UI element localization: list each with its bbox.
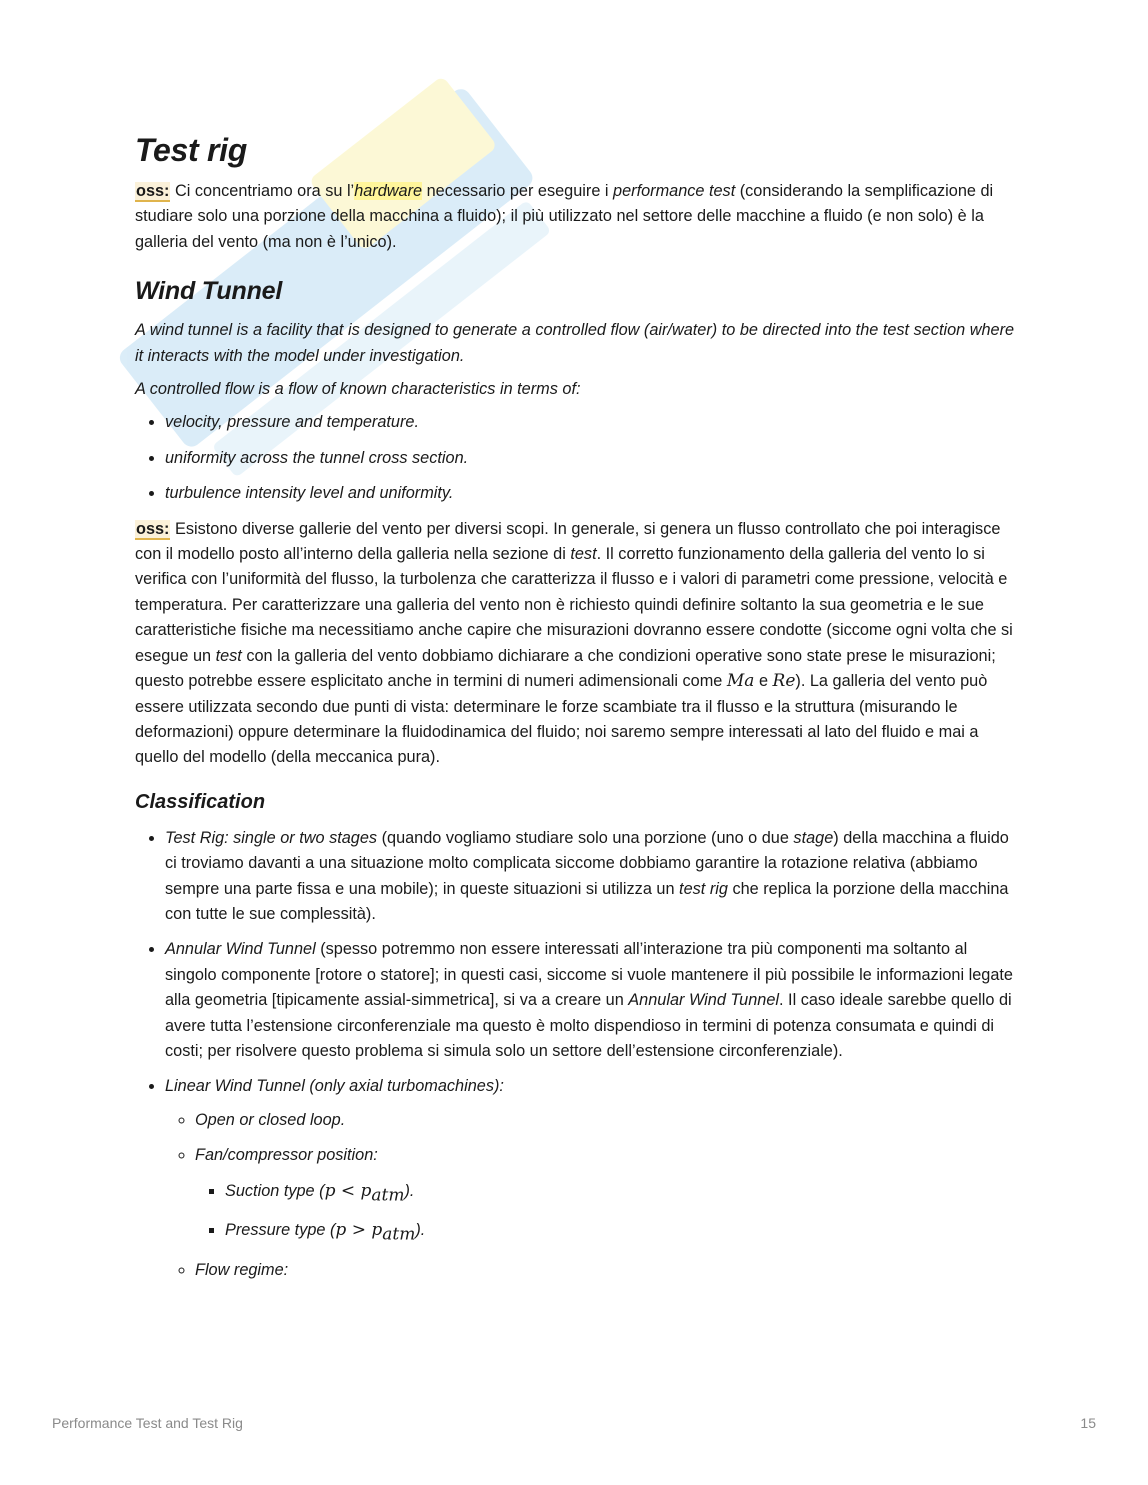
- list-item-test-rig: • Test Rig: single or two stages (quando vogliamo studiare solo una porzione (uno o due stage) della macchina a fluido ci troviamo davanti a una situazione molto complicata siccome dobbiamo garantire la rotazione relativa (abbiamo sempre una parte fissa e una mobile); in queste situazioni si utilizza un test rig che replica la porzione della macchina con tutte le sue complessità).: [165, 826, 1015, 928]
- fan-position-sublist: [195, 1179, 1015, 1248]
- list-item-suction-type: ▪ Suction type $(p < p_{atm})$.: [225, 1179, 1015, 1209]
- list-item-pressure-type: ▪ Pressure type $(p > p_{atm})$.: [225, 1218, 1015, 1248]
- page-number: 15: [1080, 1415, 1096, 1431]
- list-item: • uniformity across the tunnel cross section.: [165, 446, 1015, 471]
- page-title: Test rig: [135, 132, 247, 168]
- characteristics-list: [135, 410, 1015, 506]
- linear-wind-tunnel-sublist: [165, 1108, 1015, 1284]
- math-mach: Ma: [726, 671, 755, 692]
- list-item: ◦ Open or closed loop.: [195, 1108, 1015, 1133]
- section-heading-classification: Classification: [135, 790, 266, 813]
- wind-tunnel-definition: A wind tunnel is a facility that is designed to generate a controlled flow (air/water) to be directed into the test section where it interacts with the model under investigation.: [135, 321, 1015, 365]
- page-footer: [52, 1415, 1096, 1431]
- math-reynolds: Re: [772, 671, 796, 692]
- controlled-flow-intro: A controlled flow is a flow of known characteristics in terms of:: [135, 380, 581, 399]
- page-content: [135, 132, 1015, 1293]
- list-item: • turbulence intensity level and uniformity.: [165, 481, 1015, 506]
- intro-paragraph: oss: Ci concentriamo ora su l’hardware necessario per eseguire i performance test (considerando la semplificazione di studiare solo una porzione della macchina a fluido); il più utilizzato nel settore delle macchine a fluido (e non solo) è la galleria del vento (ma non è l’unico).: [135, 182, 994, 251]
- footer-title: Performance Test and Test Rig: [52, 1415, 243, 1431]
- list-item-fan-position: ◦ Fan/compressor position: ▪ Suction type $(p < p_{atm})$. ▪ Pressure type $(p > p_{atm})$.: [195, 1143, 1015, 1248]
- list-item-annular-wind-tunnel: • Annular Wind Tunnel (spesso potremmo non essere interessati all’interazione tra più componenti ma soltanto al singolo componente [rotore o statore]; in questi casi, siccome si vuole mantenere il più possibile le informazioni legate alla geometria [tipicamente assial-simmetrica], si va a creare un Annular Wind Tunnel. Il caso ideale sarebbe quello di avere tutta l’estensione circonferenziale ma questo è molto dispendioso in termini di potenza consumata e quindi di costi; per risolvere questo problema si simula solo un settore dell’estensione circonferenziale).: [165, 937, 1015, 1064]
- oss-label: oss:: [136, 519, 170, 538]
- oss-paragraph: oss: Esistono diverse gallerie del vento per diversi scopi. In generale, si genera un flusso controllato che poi interagisce con il modello posto all’interno della galleria nella sezione di test. Il corretto funzionamento della galleria del vento lo si verifica con l’uniformità del flusso, la turbolenza che caratterizza il flusso e i valori di parametri come pressione, velocità e temperatura. Per caratterizzare una galleria del vento non è richiesto quindi definire soltanto la sua geometria e le sue caratteristiche fisiche ma necessitiamo anche capire che misurazioni dovranno essere condotte (siccome ogni volta che si esegue un test con la galleria del vento dobbiamo dichiarare a che condizioni operative sono state prese le misurazioni; questo potrebbe essere esplicitato anche in termini di numeri adimensionali come Ma e Re). La galleria del vento può essere utilizzata secondo due punti di vista: determinare le forze scambiate tra il flusso e la struttura (misurando le deformazioni) oppure determinare la fluidodinamica del fluido; noi saremo sempre interessati al lato del fluido e mai a quello del modello (della meccanica pura).: [135, 519, 1013, 767]
- classification-list: [135, 826, 1015, 1284]
- list-item-linear-wind-tunnel: • Linear Wind Tunnel (only axial turbomachines): ◦ Open or closed loop. ◦ Fan/compressor position: ▪ Suction type $(p < p_{atm})$. ▪ Pressure type $(p > p_{atm})$. ◦ Flow regime:: [165, 1074, 1015, 1283]
- list-item: • velocity, pressure and temperature.: [165, 410, 1015, 435]
- oss-label: oss:: [136, 182, 170, 200]
- section-heading-wind-tunnel: Wind Tunnel: [135, 277, 283, 306]
- list-item: ◦ Flow regime:: [195, 1258, 1015, 1283]
